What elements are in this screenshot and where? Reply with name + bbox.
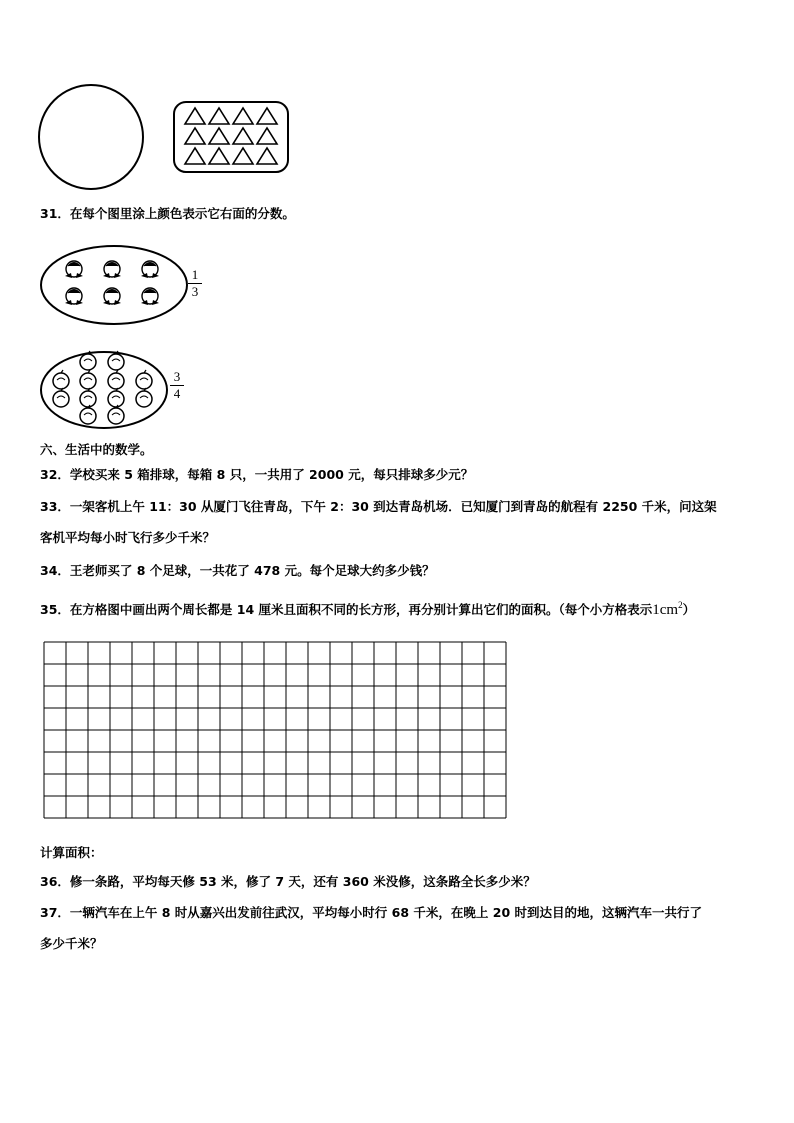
- question-37-line-2: 多少千米？: [40, 936, 103, 951]
- question-35-text: 35．在方格图中画出两个周长都是 14 厘米且面积不同的长方形，再分别计算出它们的面积。（每个小方格表示: [40, 602, 653, 617]
- fruit-group-2: [53, 351, 152, 424]
- triangle-icon: [209, 128, 229, 144]
- fraction-denominator: 4: [173, 386, 181, 401]
- triangle-icon: [185, 128, 205, 144]
- fruit-icon: [103, 261, 121, 278]
- square-grid: [43, 641, 511, 821]
- top-figures: [30, 80, 300, 195]
- triangle-frame: [174, 102, 288, 172]
- fraction-one-third: [188, 268, 202, 299]
- fraction-numerator: 1: [191, 267, 199, 282]
- fruit-icon: [141, 288, 159, 305]
- fruit-icon: [65, 261, 83, 278]
- apple-icon: [80, 370, 96, 389]
- triangle-icon: [233, 148, 253, 164]
- question-36: 36．修一条路，平均每天修 53 米，修了 7 天，还有 360 米没修，这条路全长多少米？: [40, 874, 536, 889]
- fruit-group-1: [65, 261, 159, 305]
- apple-icon: [108, 405, 124, 424]
- question-31: 31．在每个图里涂上颜色表示它右面的分数。: [40, 206, 295, 221]
- question-37-line-1: 37．一辆汽车在上午 8 时从嘉兴出发前往武汉，平均每小时行 68 千米，在晚上 20 时到达目的地，这辆汽车一共行了: [40, 905, 702, 920]
- q31-ellipse-2: [41, 352, 167, 428]
- fruit-icon: [65, 288, 83, 305]
- grid-lines: [44, 642, 506, 818]
- fruit-icon: [103, 288, 121, 305]
- apple-icon: [80, 405, 96, 424]
- apple-icon: [53, 388, 69, 407]
- triangle-icon: [209, 108, 229, 124]
- triangle-icon: [209, 148, 229, 164]
- question-32: 32．学校买来 5 箱排球，每箱 8 只，一共用了 2000 元，每只排球多少元？: [40, 467, 474, 482]
- apple-icon: [80, 388, 96, 407]
- apple-icon: [136, 370, 152, 389]
- triangle-icon: [185, 108, 205, 124]
- fraction-denominator: 3: [191, 284, 199, 299]
- section-6-title: 六、生活中的数学。: [40, 442, 153, 457]
- circle-shape: [39, 85, 143, 189]
- apple-icon: [136, 388, 152, 407]
- triangle-icon: [233, 108, 253, 124]
- apple-icon: [53, 370, 69, 389]
- triangle-group: [185, 108, 277, 164]
- fraction-numerator: 3: [173, 369, 181, 384]
- fruit-icon: [141, 261, 159, 278]
- triangle-icon: [257, 108, 277, 124]
- triangle-icon: [257, 128, 277, 144]
- question-33-line-1: 33．一架客机上午 11：30 从厦门飞往青岛，下午 2：30 到达青岛机场．已知厦门到青岛的航程有 2250 千米，问这架: [40, 499, 717, 514]
- apple-icon: [108, 388, 124, 407]
- fraction-three-quarters: [170, 370, 184, 401]
- q31-ellipse-1: [41, 246, 187, 324]
- apple-icon: [108, 370, 124, 389]
- q31-figure-1: [38, 243, 198, 328]
- triangle-icon: [257, 148, 277, 164]
- triangle-icon: [233, 128, 253, 144]
- triangle-icon: [185, 148, 205, 164]
- question-33-line-2: 客机平均每小时飞行多少千米？: [40, 530, 216, 545]
- area-label: 计算面积：: [40, 845, 103, 860]
- question-35: 35．在方格图中画出两个周长都是 14 厘米且面积不同的长方形，再分别计算出它们的面积。（每个小方格表示$1cm^2$）: [40, 600, 696, 618]
- q31-figure-2: [38, 348, 178, 433]
- question-34: 34．王老师买了 8 个足球，一共花了 478 元。每个足球大约多少钱？: [40, 563, 435, 578]
- unit-cm2: $1cm^2$: [652, 600, 683, 618]
